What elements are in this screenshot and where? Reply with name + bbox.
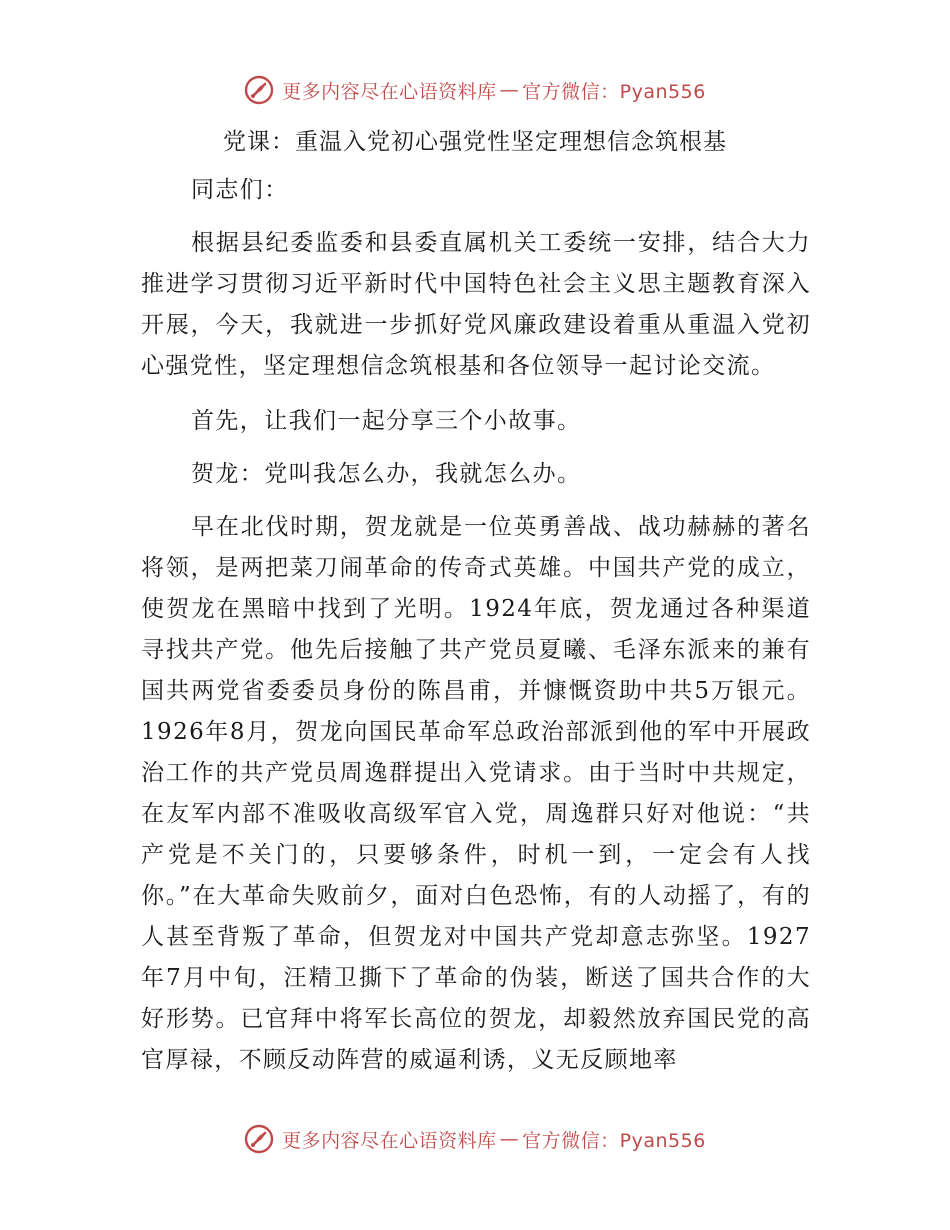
- feather-logo-icon: [244, 75, 274, 105]
- watermark-footer: [0, 1121, 950, 1157]
- document-title: 党课：重温入党初心强党性坚定理想信念筑根基: [223, 129, 727, 155]
- salutation: 同志们：: [191, 177, 289, 203]
- paragraph: 首先，让我们一起分享三个小故事。: [191, 408, 582, 434]
- paragraph-subheading: 贺龙：党叫我怎么办，我就怎么办。: [191, 461, 582, 487]
- watermark-separator: —: [499, 1128, 520, 1150]
- feather-logo-icon: [244, 1124, 274, 1154]
- watermark-brand-text: 更多内容尽在心语资料库: [282, 80, 497, 103]
- watermark-contact-text: 官方微信：Pyan556: [522, 1129, 706, 1152]
- paragraph: 根据县纪委监委和县委直属机关工委统一安排，结合大力推进学习贯彻习近平新时代中国特色社会主义思主题教育深入开展，今天，我就进一步抓好党风廉政建设着重从重温入党初心强党性，坚定理想信念筑根基和各位领导一起讨论交流。: [141, 230, 811, 379]
- paragraph: 早在北伐时期，贺龙就是一位英勇善战、战功赫赫的著名将领，是两把菜刀闹革命的传奇式英雄。中国共产党的成立，使贺龙在黑暗中找到了光明。1924年底，贺龙通过各种渠道寻找共产党。他先后接触了共产党员夏曦、毛泽东派来的兼有国共两党省委委员身份的陈昌甫，并慷慨资助中共5万银元。1926年8月，贺龙向国民革命军总政治部派到他的军中开展政治工作的共产党员周逸群提出入党请求。由于当时中共规定，在友军内部不准吸收高级军官入党，周逸群只好对他说：“共产党是不关门的，只要够条件，时机一到，一定会有人找你。”在大革命失败前夕，面对白色恐怖，有的人动摇了，有的人甚至背叛了革命，但贺龙对中国共产党却意志弥坚。1927年7月中旬，汪精卫撕下了革命的伪装，断送了国共合作的大好形势。已官拜中将军长高位的贺龙，却毅然放弃国民党的高官厚禄，不顾反动阵营的威逼利诱，义无反顾地率: [141, 514, 811, 1073]
- document-body: [141, 170, 811, 1095]
- watermark-header: [0, 72, 950, 108]
- watermark-separator: —: [499, 79, 520, 101]
- watermark-brand-text: 更多内容尽在心语资料库: [282, 1129, 497, 1152]
- watermark-contact-text: 官方微信：Pyan556: [522, 80, 706, 103]
